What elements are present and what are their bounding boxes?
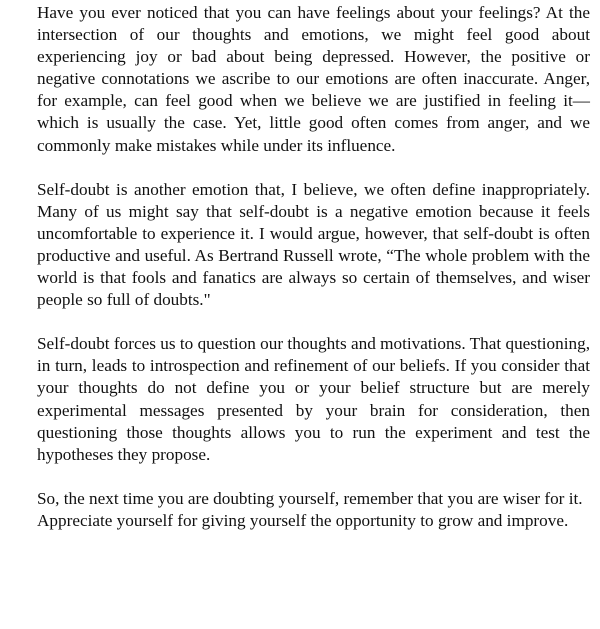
paragraph-self-doubt-questioning: Self-doubt forces us to question our thoughts and motivations. That questioning, in turn, leads to introspection and refinement of our beliefs. If you consider that your thoughts do not define you or your belief structure but are merely experimental messages presented by your brain for consideration, then questioning those thoughts allows you to run the experiment and test the hypotheses they propose. <box>37 334 590 464</box>
paragraph-conclusion: So, the next time you are doubting yourself, remember that you are wiser for it. Appreciate yourself for giving yourself the opportunity to grow and improve. <box>37 488 583 530</box>
paragraph-self-doubt-definition: Self-doubt is another emotion that, I believe, we often define inappropriately. Many of us might say that self-doubt is a negative emotion because it feels uncomfortable to experience it. I would argue, however, that self-doubt is often productive and useful. As Bertrand Russell wrote, “The whole problem with the world is that fools and fanatics are always so certain of themselves, and wiser people so full of doubts." <box>37 179 590 310</box>
document-body <box>37 0 590 554</box>
paragraph-feelings-about-feelings: Have you ever noticed that you can have feelings about your feelings? At the intersection of our thoughts and emotions, we might feel good about experiencing joy or bad about being depressed. However, the positive or negative connotations we ascribe to our emotions are often inaccurate. Anger, for example, can feel good when we believe we are justified in feeling it—which is usually the case. Yet, little good often comes from anger, and we commonly make mistakes while under its influence. <box>37 3 590 155</box>
